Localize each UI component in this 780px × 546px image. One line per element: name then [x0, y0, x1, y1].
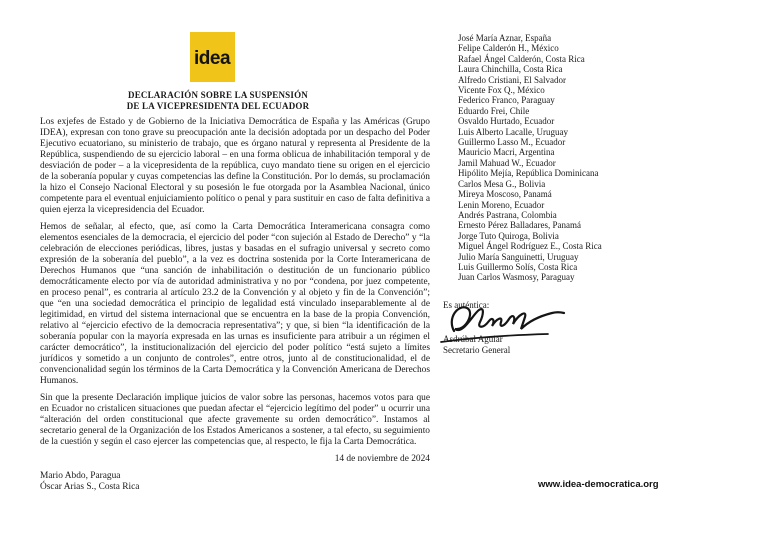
signatory-name: Guillermo Lasso M., Ecuador: [458, 137, 566, 148]
signatory-name: Mario Abdo, Paragua: [40, 471, 121, 481]
declaration-body: [40, 117, 430, 493]
attestation-name: Asdrúbal Aguiar: [443, 334, 503, 344]
signatory-name: Hipólito Mejía, República Dominicana: [458, 168, 599, 179]
signatories-list: [458, 33, 748, 283]
document-title: [40, 90, 396, 112]
signatory-name: Andrés Pastrana, Colombia: [458, 209, 557, 220]
website-url: www.idea-democratica.org: [538, 479, 659, 490]
signatory-name: Eduardo Frei, Chile: [458, 105, 530, 116]
signatory-name: Jorge Tuto Quiroga, Bolivia: [458, 230, 559, 241]
signatory-name: Mireya Moscoso, Panamá: [458, 189, 552, 200]
signatory-name: Julio María Sanguinetti, Uruguay: [458, 251, 579, 262]
title-line-1: DECLARACIÓN SOBRE LA SUSPENSIÓN: [128, 90, 308, 100]
signatory-name: Luis Alberto Lacalle, Uruguay: [458, 126, 568, 137]
signatory-name: Carlos Mesa G., Bolivia: [458, 178, 546, 189]
title-line-2: DE LA VICEPRESIDENTA DEL ECUADOR: [126, 101, 310, 111]
signatory-name: Alfredo Cristiani, El Salvador: [458, 74, 566, 85]
signatory-name: Óscar Arias S., Costa Rica: [40, 482, 140, 492]
paragraph-3: Sin que la presente Declaración implique juicios de valor sobre las personas, hacemos votos para que en Ecuador no cristalicen situaciones que puedan afectar el “ejercicio legítimo del poder” u ocurrir una “alteración del orden constitucional que afecte gravemente su orden democrático”. Instamos al secretario general de la Organización de los Estados Americanos a sostener, a tal efecto, su seguimiento de la cuestión y según el caso ejercer las competencias que, al respecto, le fija la Carta Democrática.: [40, 393, 430, 447]
signatory-name: Felipe Calderón H., México: [458, 43, 559, 54]
signatory-name: Juan Carlos Wasmosy, Paraguay: [458, 272, 575, 283]
idea-logo: [190, 32, 235, 82]
paragraph-2: Hemos de señalar, al efecto, que, así como la Carta Democrática Interamericana consagra como elementos esenciales de la democracia, el ejercicio del poder “con sujeción al Estado de Derecho” y “la celebración de elecciones periódicas, libres, justas y basadas en el sufragio universal y secreto como expresión de la soberanía del pueblo”, a la vez es doctrina sostenida por la Corte Interamericana de Derechos Humanos que “una sanción de inhabilitación o destitución de un funcionario público democráticamente electo por vía de autoridad administrativa y no por “condena, por juez competente, en proceso penal”, es contraria al artículo 23.2 de la Convención y al objeto y fin de la Convención”; que “en una sociedad democrática el principio de legalidad está vinculado inseparablemente al de legitimidad, en virtud del sistema internacional que se encuentra en la base de la propia Convención, relativo al “ejercicio efectivo de la democracia representativa”; y que, si bien “la identificación de la soberanía popular con la mayoría expresada en las urnas es insuficiente para atribuir a un régimen el carácter democrático”, la institucionalización del ejercicio del poder político “está sujeto a límites jurídicos y sometido a un conjunto de controles”, entre otros, junto al de constitucionalidad, el de convencionalidad según los términos de la Carta Democrática y la Convención Americana de Derechos Humanos.: [40, 222, 430, 386]
signatory-name: Rafael Ángel Calderón, Costa Rica: [458, 53, 585, 64]
signatory-name: Lenin Moreno, Ecuador: [458, 199, 545, 210]
idea-logo-text: idea: [194, 48, 231, 69]
signatory-name: Ernesto Pérez Balladares, Panamá: [458, 220, 581, 231]
attestation-title: Secretario General: [443, 345, 511, 355]
signatory-name: Osvaldo Hurtado, Ecuador: [458, 116, 555, 127]
paragraph-1: Los exjefes de Estado y de Gobierno de la Iniciativa Democrática de España y las Américas (Grupo IDEA), expresan con tono grave su preocupación ante la decisión adoptada por un despacho del Poder Ejecutivo ecuatoriano, su ministerio de trabajo, que es órgano natural y representa al Presidente de la República, suspendiendo de su ejercicio laboral – en una forma oblicua de inhabilitación temporal y de desviación de poder – a la vicepresidenta de la república, cuyo mandato tiene su origen en el ejercicio de la soberanía popular y cuyas competencias las define la Constitución. Por lo demás, su proclamación la hizo el Consejo Nacional Electoral y su posesión le fue otorgada por la Asamblea Nacional, único competente para el eventual enjuiciamiento político o penal y para sustituir en caso de falta definitiva a quien ejerza la vicepresidencia del Ecuador.: [40, 117, 430, 215]
signatory-name: Laura Chinchilla, Costa Rica: [458, 64, 563, 75]
left-signatories: [40, 471, 430, 493]
signatory-name: Luis Guillermo Solís, Costa Rica: [458, 261, 578, 272]
signatory-name: Mauricio Macri, Argentina: [458, 147, 555, 158]
attestation-label: Es auténtica:: [443, 300, 490, 310]
document-date: 14 de noviembre de 2024: [334, 454, 430, 464]
signatory-name: Jamil Mahuad W., Ecuador: [458, 157, 556, 168]
signatory-name: Miguel Ángel Rodríguez E., Costa Rica: [458, 241, 602, 252]
signatory-name: Federico Franco, Paraguay: [458, 95, 555, 106]
signatory-name: José María Aznar, España: [458, 33, 552, 43]
attestation-block: [443, 300, 623, 355]
signatory-name: Vicente Fox Q., México: [458, 85, 545, 96]
